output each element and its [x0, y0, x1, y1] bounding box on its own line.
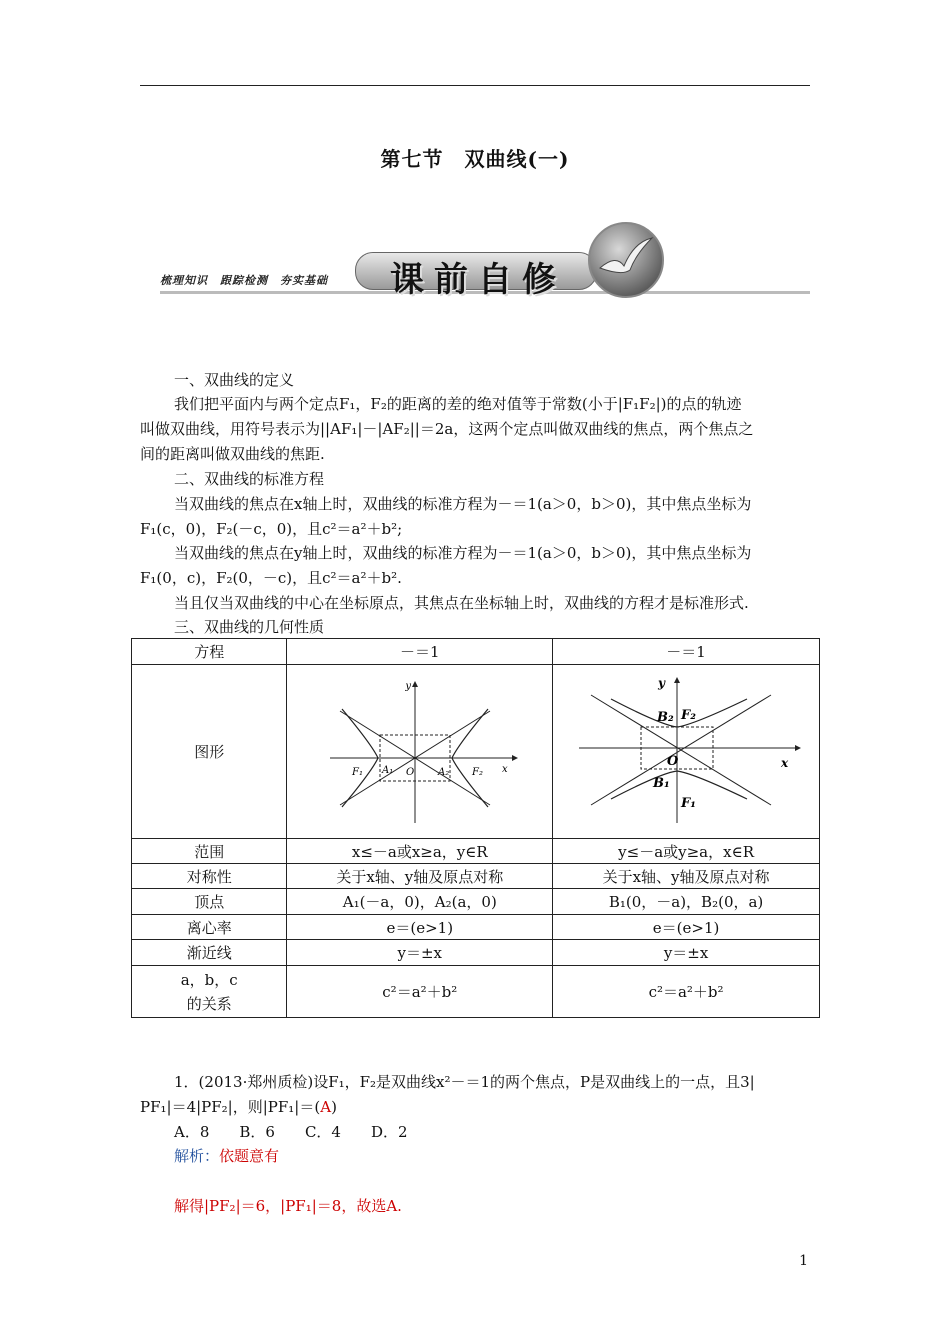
row-label — [132, 966, 287, 1018]
row-label: 顶点 — [132, 889, 287, 915]
point-label: A₂ — [437, 766, 450, 778]
table-row — [132, 940, 820, 966]
analysis-label: 解析： — [174, 1147, 220, 1165]
page-number: 1 — [799, 1253, 808, 1269]
row-cell: y＝±x — [553, 940, 820, 966]
row-label: 范围 — [132, 839, 287, 864]
banner-tagline: 梳理知识 跟踪检测 夯实基础 — [160, 274, 328, 287]
row-cell: x≤－a或x≥a，y∈R — [287, 839, 553, 864]
row-label: 对称性 — [132, 864, 287, 889]
graph-label-cell: 图形 — [132, 665, 287, 839]
point-label: O — [405, 766, 414, 778]
graph-x-axis-hyperbola-cell — [287, 665, 553, 839]
point-label: F₁ — [351, 766, 363, 778]
row-label: 渐近线 — [132, 940, 287, 966]
row-cell: c²＝a²＋b² — [287, 966, 553, 1018]
sec2-line5: 当且仅当双曲线的中心在坐标原点，其焦点在坐标轴上时，双曲线的方程才是标准形式. — [174, 594, 749, 612]
row-label-line2: 的关系 — [186, 994, 232, 1013]
point-label: B₁ — [653, 775, 670, 791]
exercise-solution: 解得|PF₂|＝6，|PF₁|＝8，故选A. — [174, 1197, 402, 1215]
hyperbola-x-graph — [320, 675, 520, 825]
row-label-line1: a，b，c — [180, 970, 238, 989]
axis-label: y — [658, 675, 666, 690]
exercise-analysis — [174, 1144, 279, 1169]
table-row — [132, 889, 820, 915]
answer-choice: A — [320, 1098, 332, 1116]
row-cell: y＝±x — [287, 940, 553, 966]
table-row — [132, 915, 820, 940]
sec2-line3: 当双曲线的焦点在y轴上时，双曲线的标准方程为－＝1(a＞0，b＞0)，其中焦点坐标为 — [174, 544, 752, 562]
table-row — [132, 966, 820, 1018]
properties-table — [131, 638, 820, 1018]
row-label: 离心率 — [132, 915, 287, 940]
exercise-options: A．8 B．6 C．4 D．2 — [174, 1123, 408, 1141]
row-cell: e＝(e>1) — [287, 915, 553, 940]
point-label: F₁ — [681, 795, 696, 811]
sec1-line2: 叫做双曲线，用符号表示为||AF₁|－|AF₂||＝2a，这两个定点叫做双曲线的焦点，两个焦点之 — [140, 420, 754, 438]
table-row — [132, 864, 820, 889]
sec2-line4: F₁(0，c)，F₂(0，－c)，且c²＝a²＋b². — [140, 569, 402, 587]
graph-y-axis-hyperbola-cell — [553, 665, 820, 839]
analysis-text: 依题意有 — [219, 1147, 280, 1165]
exercise-question-line2 — [140, 1095, 337, 1120]
axis-label: y — [405, 680, 411, 692]
sec2-heading: 二、双曲线的标准方程 — [174, 470, 325, 488]
point-label: B₂ — [657, 709, 674, 725]
header-cell: －＝1 — [553, 639, 820, 665]
row-cell: 关于x轴、y轴及原点对称 — [287, 864, 553, 889]
table-row — [132, 839, 820, 864]
sec2-line2: F₁(c，0)，F₂(－c，0)，且c²＝a²＋b²; — [140, 520, 403, 538]
point-label: F₂ — [471, 766, 483, 778]
hyperbola-y-graph — [571, 675, 801, 825]
question-text: PF₁|＝4|PF₂|，则|PF₁|＝( — [140, 1098, 321, 1116]
sec1-heading: 一、双曲线的定义 — [174, 371, 295, 389]
row-cell: A₁(－a，0)，A₂(a，0) — [287, 889, 553, 915]
table-header-row — [132, 639, 820, 665]
axis-label: x — [501, 763, 508, 775]
header-cell: －＝1 — [287, 639, 553, 665]
point-label: A₁ — [381, 764, 394, 776]
point-label: F₂ — [681, 707, 696, 723]
sec1-line3: 间的距离叫做双曲线的焦距. — [140, 445, 325, 463]
row-cell: c²＝a²＋b² — [553, 966, 820, 1018]
point-label: O — [667, 753, 679, 769]
exercise-question-line1: 1．(2013·郑州质检)设F₁，F₂是双曲线x²－＝1的两个焦点，P是双曲线上的一点，且3| — [174, 1073, 755, 1091]
sec3-heading: 三、双曲线的几何性质 — [174, 618, 325, 636]
sec1-line1: 我们把平面内与两个定点F₁，F₂的距离的差的绝对值等于常数(小于|F₁F₂|)的点的轨迹 — [174, 395, 742, 413]
header-rule — [140, 85, 810, 86]
table-row-graph — [132, 665, 820, 839]
sec2-line1: 当双曲线的焦点在x轴上时，双曲线的标准方程为－＝1(a＞0，b＞0)，其中焦点坐标为 — [174, 495, 752, 513]
bird-emblem-icon — [588, 222, 664, 298]
row-cell: e＝(e>1) — [553, 915, 820, 940]
row-cell: B₁(0，－a)，B₂(0，a) — [553, 889, 820, 915]
axis-label: x — [781, 755, 789, 770]
question-text-end: ) — [331, 1098, 337, 1116]
header-cell: 方程 — [132, 639, 287, 665]
row-cell: 关于x轴、y轴及原点对称 — [553, 864, 820, 889]
banner-heading: 课前自修 — [390, 260, 566, 300]
page-title: 第七节 双曲线(一) — [380, 147, 570, 171]
row-cell: y≤－a或y≥a，x∈R — [553, 839, 820, 864]
